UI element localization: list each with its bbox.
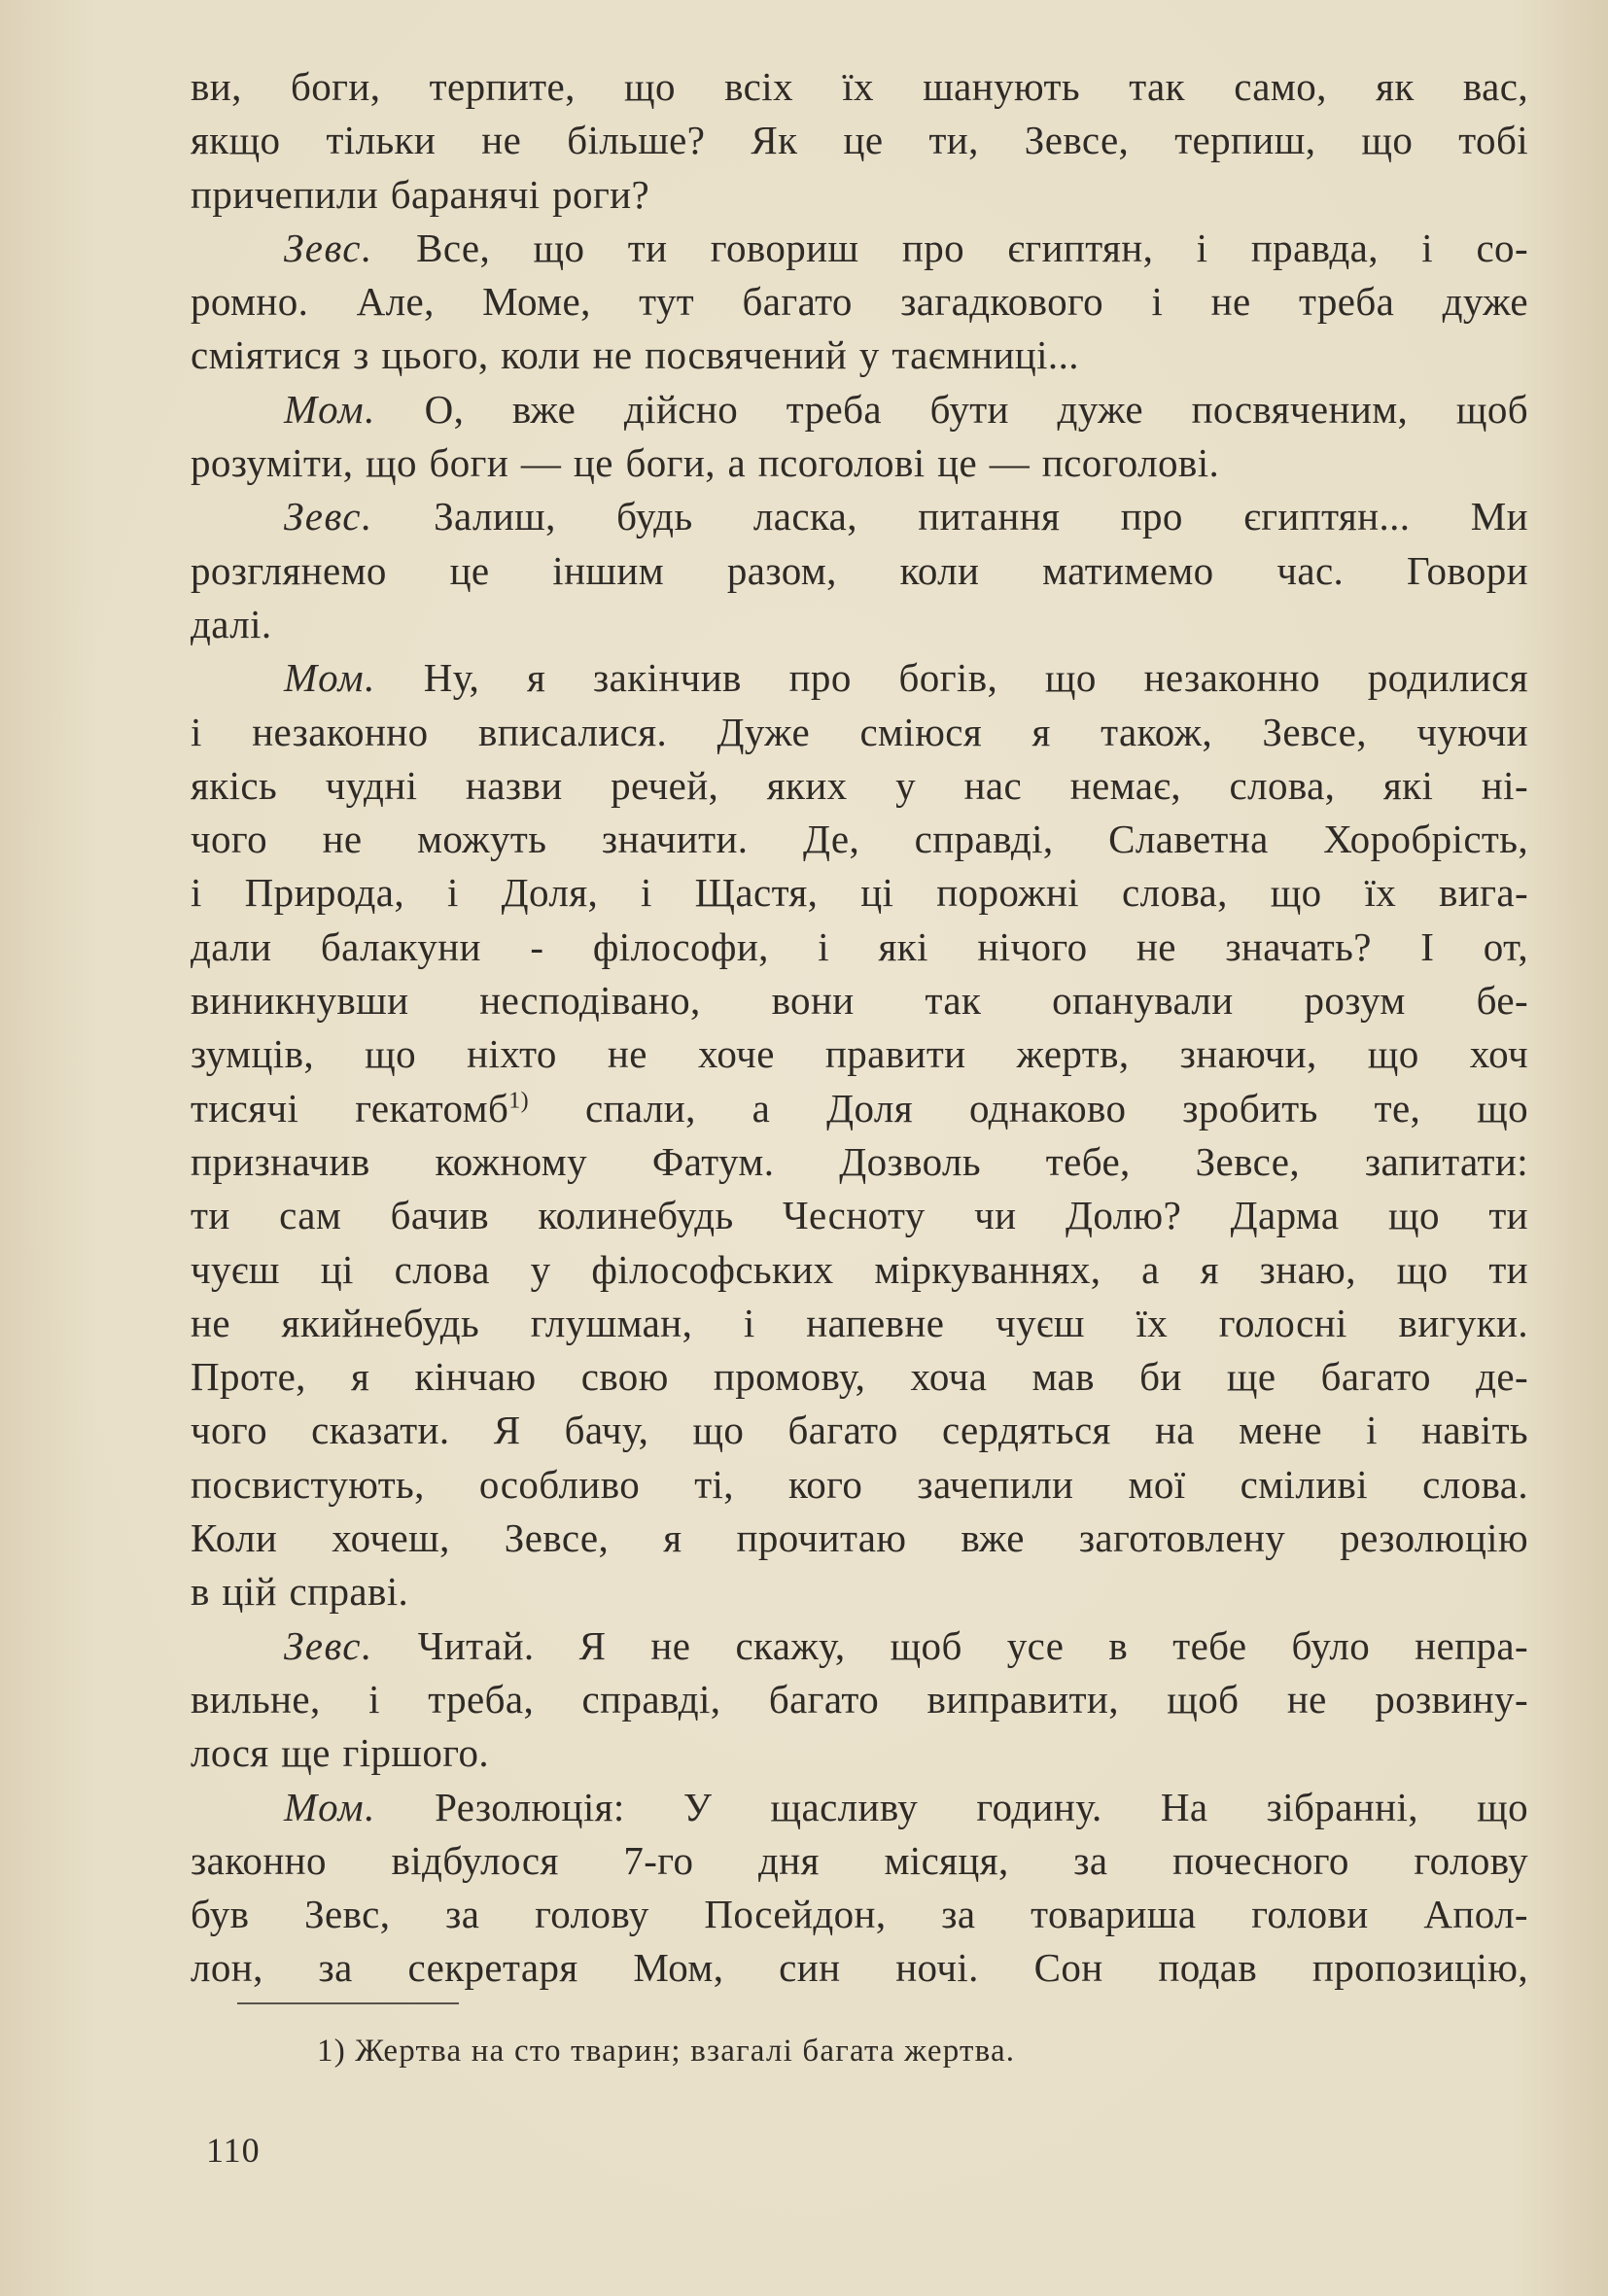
text-line: [191, 168, 1528, 222]
line-text: Ну, я закінчив про богів, що незаконно родилися: [375, 655, 1528, 701]
text-line: [191, 1888, 1528, 1941]
footnote-divider: [237, 2002, 459, 2004]
text-line: [191, 1082, 1528, 1135]
line-text: тисячі гекатомб: [191, 1085, 509, 1131]
text-line: [191, 1350, 1528, 1404]
text-line: [191, 1941, 1528, 1995]
speaker-name: Зевс.: [284, 1622, 373, 1668]
speaker-name: Мом.: [284, 1784, 376, 1829]
text-line: [191, 329, 1528, 382]
line-text: якісь чудні назви речей, яких у нас немає, слова, які ні-: [191, 762, 1528, 808]
line-text: ви, боги, терпите, що всіх їх шанують так само, як вас,: [191, 64, 1528, 109]
text-line: [191, 706, 1528, 759]
line-text: Резолюція: У щасливу годину. На зібранні, що: [375, 1784, 1528, 1829]
text-line: [191, 60, 1528, 114]
line-text-continued: спали, а Доля однаково зробить те, що: [529, 1085, 1528, 1131]
text-line: [191, 1135, 1528, 1189]
line-text: якщо тільки не більше? Як це ти, Зевсе, терпиш, що тобі: [191, 118, 1528, 163]
line-text: був Зевс, за голову Посейдон, за товариша голови Апол-: [191, 1892, 1528, 1937]
speaker-name: Зевс.: [284, 494, 373, 539]
line-text: Залиш, будь ласка, питання про єгиптян... Ми: [372, 494, 1528, 539]
text-line: [191, 759, 1528, 813]
text-line: [191, 1297, 1528, 1350]
text-line: [191, 222, 1528, 275]
line-text: ромно. Але, Моме, тут багато загадкового і не треба дуже: [191, 279, 1528, 325]
line-text: Коли хочеш, Зевсе, я прочитаю вже заготовлену резолюцію: [191, 1515, 1528, 1561]
page-number: 110: [206, 2131, 261, 2170]
main-text: [191, 60, 1528, 1996]
line-text: Читай. Я не скажу, щоб усе в тебе було непра-: [372, 1622, 1528, 1668]
line-text: чуєш ці слова у філософських міркуваннях, а я знаю, що ти: [191, 1246, 1528, 1292]
line-text: Проте, я кінчаю свою промову, хоча мав би ще багато де-: [191, 1354, 1528, 1400]
line-text: дали балакуни - філософи, і які нічого не значать? І от,: [191, 923, 1528, 969]
speaker-name: Зевс.: [284, 225, 373, 270]
speaker-name: Мом.: [284, 655, 376, 701]
line-text: законно відбулося 7-го дня місяця, за почесного голову: [191, 1837, 1528, 1883]
text-line: [191, 1673, 1528, 1726]
footnote-mark: 1): [317, 2034, 346, 2069]
line-text: сміятися з цього, коли не посвячений у таємниці...: [191, 332, 1079, 378]
line-text: лося ще гіршого.: [191, 1730, 490, 1776]
text-line: [191, 1027, 1528, 1081]
text-line: [191, 974, 1528, 1027]
line-text: Все, що ти говориш про єгиптян, і правда, і со-: [372, 225, 1528, 270]
footnote: [317, 2032, 1015, 2070]
line-text: розуміти, що боги — це боги, а псоголові це — псоголові.: [191, 440, 1220, 486]
line-text: далі.: [191, 601, 272, 646]
line-text: вильне, і треба, справді, багато виправити, щоб не розвину-: [191, 1676, 1528, 1722]
speaker-name: Мом.: [284, 386, 376, 432]
line-text: ти сам бачив колинебудь Чесноту чи Долю? Дарма що ти: [191, 1193, 1528, 1238]
text-line: [191, 1781, 1528, 1834]
text-line: [191, 598, 1528, 651]
line-text: виникнувши несподівано, вони так опанували розум бе-: [191, 978, 1528, 1024]
line-text: посвистують, особливо ті, кого зачепили мої сміливі слова.: [191, 1461, 1528, 1507]
line-text: чого сказати. Я бачу, що багато сердяться на мене і навіть: [191, 1408, 1528, 1453]
text-line: [191, 1458, 1528, 1512]
line-text: О, вже дійсно треба бути дуже посвяченим, щоб: [375, 386, 1528, 432]
text-line: [191, 544, 1528, 598]
line-text: чого не можуть значити. Де, справді, Славетна Хоробрість,: [191, 817, 1528, 862]
text-line: [191, 114, 1528, 167]
line-text: причепили баранячі роги?: [191, 171, 650, 217]
text-line: [191, 1565, 1528, 1618]
line-text: не якийнебудь глушман, і напевне чуєш їх голосні вигуки.: [191, 1300, 1528, 1345]
text-line: [191, 1726, 1528, 1780]
text-line: [191, 490, 1528, 543]
text-line: [191, 1404, 1528, 1457]
text-line: [191, 1189, 1528, 1242]
text-line: [191, 866, 1528, 920]
text-line: [191, 436, 1528, 490]
text-line: [191, 651, 1528, 705]
footnote-text: Жертва на сто тварин; взагалі багата жертва.: [345, 2034, 1016, 2069]
line-text: і незаконно вписалися. Дуже сміюся я також, Зевсе, чуючи: [191, 709, 1528, 754]
line-text: розглянемо це іншим разом, коли матимемо час. Говори: [191, 547, 1528, 593]
text-line: [191, 921, 1528, 974]
text-line: [191, 813, 1528, 866]
text-line: [191, 383, 1528, 436]
text-line: [191, 1243, 1528, 1297]
text-line: [191, 1512, 1528, 1565]
footnote-reference: 1): [508, 1087, 530, 1113]
text-line: [191, 1834, 1528, 1888]
line-text: і Природа, і Доля, і Щастя, ці порожні слова, що їх вига-: [191, 870, 1528, 916]
line-text: призначив кожному Фатум. Дозволь тебе, Зевсе, запитати:: [191, 1138, 1528, 1184]
line-text: лон, за секретаря Мом, син ночі. Сон подав пропозицію,: [191, 1945, 1528, 1991]
line-text: зумців, що ніхто не хоче правити жертв, знаючи, що хоч: [191, 1031, 1528, 1077]
text-line: [191, 275, 1528, 329]
text-line: [191, 1619, 1528, 1673]
line-text: в цій справі.: [191, 1569, 409, 1615]
